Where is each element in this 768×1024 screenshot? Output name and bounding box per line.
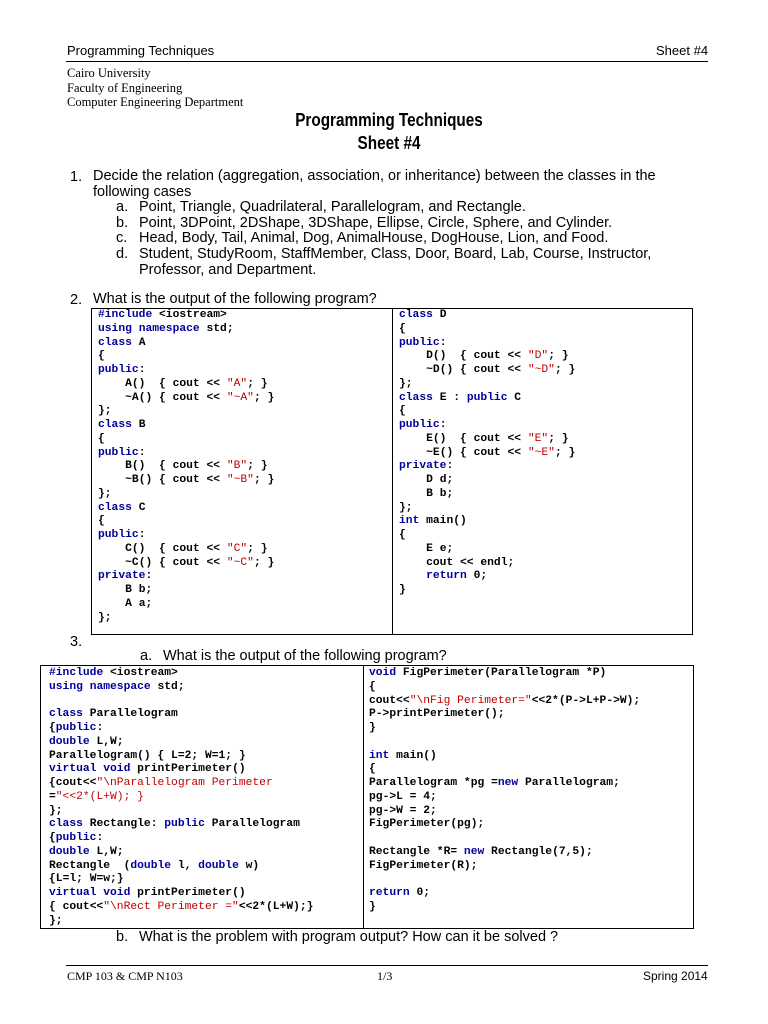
q1-item-text: Point, Triangle, Quadrilateral, Parallelogram, and Rectangle. [139,199,526,215]
header-divider [66,61,708,62]
header-right: Sheet #4 [656,43,709,58]
q3-part-a-label: a. [140,648,153,664]
q3-part-b-text: What is the problem with program output? How can it be solved ? [139,929,559,945]
q1-item-text: Head, Body, Tail, Animal, Dog, AnimalHouse, DogHouse, Lion, and Food. [139,230,609,246]
q2-text: What is the output of the following program? [93,291,377,307]
q3-part-a-text: What is the output of the following program? [163,648,447,664]
q2-number: 2. [70,292,83,308]
q3-code-box [40,665,694,929]
q1-number: 1. [70,169,83,185]
q1-text: Decide the relation (aggregation, association, or inheritance) between the classes in the following cases [93,168,656,200]
q1-item-label: c. [116,230,128,246]
institution-faculty: Faculty of Engineering [67,80,183,95]
q2-code-left: #include <iostream> using namespace std; class A { public: A() { cout << "A"; } ~A() { cout << "~A"; } }; class B { public: B() { cout << "B"; } ~B() { cout << "~B"; } }; class C { public: C() { cout << "C"; } ~C() { cout << "~C"; } private: B b; A a; }; [98,309,275,624]
q1-item-label: a. [116,199,129,215]
header-left: Programming Techniques [67,43,215,58]
q3-code-right: void FigPerimeter(Parallelogram *P) { cout<<"\nFig Perimeter="<<2*(P->L+P->W); P->printPerimeter(); } int main() { Parallelogram *pg =new Parallelogram; pg->L = 4; pg->W = 2; FigPerimeter(pg); Rectangle *R= new Rectangle(7,5); FigPerimeter(R); return 0; } [369,667,641,913]
q1-item-label: b. [116,215,129,231]
q2-code-box [91,308,693,635]
q3-code-left: #include <iostream> using namespace std; class Parallelogram {public: double L,W; Parallelogram() { L=2; W=1; } virtual void printPerimeter() {cout<<"\nParallelogram Perimeter ="<<2*(L+W); } }; class Rectangle: public Parallelogram {public: double L,W; Rectangle (double l, double w) {L=l; W=w;} virtual void printPerimeter() { cout<<"\nRect Perimeter ="<<2*(L+W);} }; [49,667,314,927]
footer-course: CMP 103 & CMP N103 [67,969,183,983]
document-subtitle: Sheet #4 [357,133,421,153]
institution-university: Cairo University [67,66,151,80]
institution-department: Computer Engineering Department [67,95,244,109]
footer-divider [66,965,708,966]
document-title: Programming Techniques [295,110,483,130]
footer-term: Spring 2014 [643,969,708,983]
q1-item-label: d. [116,246,129,262]
institution-block [67,66,243,110]
q3-part-b-label: b. [116,929,129,945]
q3-code-divider [363,666,364,928]
footer-page-number: 1/3 [377,969,393,983]
q3-number: 3. [70,634,83,650]
q1-item-text: Student, StudyRoom, StaffMember, Class, Door, Board, Lab, Course, Instructor, Professor, and Department. [139,246,652,278]
q1-item-text: Point, 3DPoint, 2DShape, 3DShape, Ellipse, Circle, Sphere, and Cylinder. [139,215,613,231]
q2-code-divider [392,309,393,634]
q2-code-right: class D { public: D() { cout << "D"; } ~D() { cout << "~D"; } }; class E : public C { public: E() { cout << "E"; } ~E() { cout << "~E"; } private: D d; B b; }; int main() { E e; cout << endl; return 0; } [399,309,576,596]
